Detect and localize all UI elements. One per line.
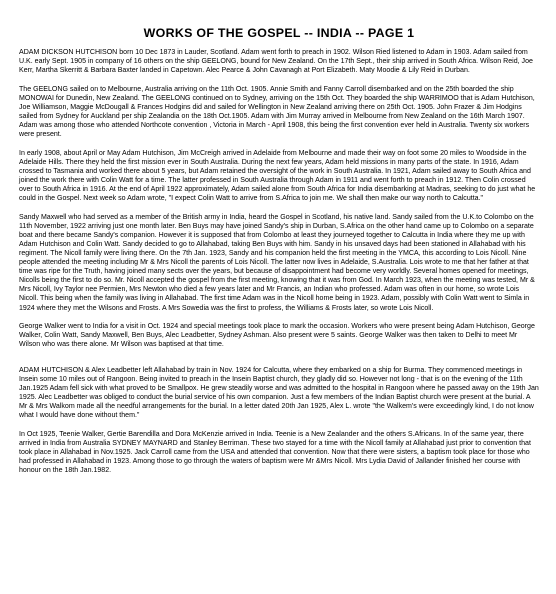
paragraph-george-walker: George Walker went to India for a visit in Oct. 1924 and special meetings took place to mark the occasion. Workers who were present being Adam Hutchison, George Walker, Colin Watt, Sandy Maxwell, Ben Buys, Alec Leadbetter, Sydney Ashman. Also present were 5 saints. George Walker was then taken to Delhi to meet Mr Wilson who was there alone. Mr Wilson was baptised at that time.	[19, 323, 535, 349]
paragraph-geelong-voyage: The GEELONG sailed on to Melbourne, Australia arriving on the 11th Oct. 1905. Annie Smith and Fanny Carroll disembarked and on the 25th boarded the ship MONOWAI for Dunedin, New Zealand. The GEELONG continued on to Sydney, arriving on the 15th Oct. They boarded the ship WARRIMOO that is Adam Hutchison, Joe Williamson, Maggie McDougall & Frances Hodgins did and sailed for Wellington in New Zealand arriving there on 25th Oct. 1905. John Frazer & Jim Hodgins sailed from Sydney for Auckland per ship Zealandia on the 18th Oct.1905. Adam with Jim Murray arrived in Melbourne from New Zealand on the 16th March 1907. Adam was among those who attended Northcote convention , Victoria in March - April 1908, this being the first convention ever held in Australia. Twenty six workers were present.	[19, 85, 535, 139]
paragraph-hutchison-birth: ADAM DICKSON HUTCHISON born 10 Dec 1873 in Lauder, Scotland. Adam went forth to preach in 1902. Wilson Ried listened to Adam in 1903. Adam sailed from U.K. early Sept. 1905 in company of 16 others on the ship GEELONG, bound for New Zealand. On the 17th Sept., their ship arrived in South Africa. Wilson Reid, Joe Kerr, Martha Skerritt & Barbara Baxter landed in Capetown. Alec Pearce & John Cavanagh at Port Elizabeth. Maty Moodie & Lily Reid in Durban.	[19, 49, 533, 75]
paragraph-south-australia: In early 1908, about April or May Adam Hutchison, Jim McCreigh arrived in Adelaide from Melbourne and made their way on foot some 20 miles to Woodside in the Adelaide Hills. There they held the first mission ever in South Australia. During the next few years, Adam held missions in many parts of the state. In 1916, Adam crossed to Tasmania and worked there about 5 years, but Adam retained the oversight of the work in South Australia. In 1921, Adam sailed away to South Africa and joined the work there with Colin Watt for a time. The latter professed in South Australia through Adam in 1911 and went forth to preach in 1912. Then Colin crossed over to South Africa in 1916. At the end of April 1922 approximately, Adam sailed alone from South Africa for India disembarking at Madras, seeking to do just what he could in the Gospel. Next week so Adam wrote, "I expect Colin Watt to arrive from S.Africa to join me. We shall then make our way north to Calcutta."	[19, 149, 536, 203]
paragraph-burma: ADAM HUTCHISON & Alex Leadbetter left Allahabad by train in Nov. 1924 for Calcutta, where they embarked on a ship for Burma. They commenced meetings in Insein some 10 miles out of Rangoon. Being invited to preach in the Insein Baptist church, they gladly did so. However not long - that is on the evening of the 11th Jan.1925 Adam fell sick with what proved to be Smallpox. He grew steadily worse and was admitted to the hospital in Rangoon where he passed away on the 19th Jan 1925. Alec Leadbetter was obliged to conduct the burial service of his own companion. Just a few members of the Indian Baptist church were present at the burial. A Mr & Mrs Walkom made all the needful arrangements for the burial. In a letter dated 20th Jan 1925, Alex L. wrote "the Walkem's were exceedingly kind, I do not know what I would have done without them."	[19, 366, 539, 420]
page-title: WORKS OF THE GOSPEL -- INDIA -- PAGE 1	[143, 26, 415, 40]
paragraph-sisters-arrival: In Oct 1925, Teenie Walker, Gertie Barendilla and Dora McKenzie arrived in India. Teenie is a New Zealander and the others S.Africans. In of the same year, there arrived in India from Australia SYDNEY MAYNARD and Stanley Berriman. These two stayed for a time with the Nicoll family at Allahabad just prior to convention that took place in Allahabad in Nov.1925. Jack Carroll came from the USA and attended that convention. Now that there were sisters, a baptism took place for those who had professed in Allahabad in 1923. Among those to go through the waters of baptism were Mr &Mrs Nicoll. Mrs Lydia David of Jallander finished her course with honour on the 18th Jan.1982.	[19, 430, 531, 475]
paragraph-sandy-maxwell: Sandy Maxwell who had served as a member of the British army in India, heard the Gospel in Scotland, his native land. Sandy sailed from the U.K.to Colombo on the 11th November, 1922 arriving just one month later. Ben Buys may have joined Sandy's ship in Durban, S.Africa on the other hand came up to Colombo on a separate boat and there became Sandy's companion. However it is supposed that from Colombo at least they journeyed together to Calcutta in India where they me up with Adam Hutchison and Colin Watt. Sandy decided to go to Allahabad, taking Ben Buys with him. Sandy in his unsaved days had been stationed in Allahabad with his regiment. The Nicoll family were living there. On the 7th Jan. 1923, Sandy and his companion held the first meeting in the YMCA, this according to Lois Nicoll. Nine people attended the meeting including Mr & Mrs Nicoll the parents of Lois Nicoll. The latter now lives in Adelaide, S.Australia. Lois wrote to me that her father at that time was ripe for the Truth, having joined many sects over the years, but because of disappointment had become very worldly. Several homes opened for meetings, Nicolls being the first to do so. Mr. Nicoll accepted the gospel from the first meeting, knowing that it was from God. In March 1923, when the meeting was tested, Mr & Mrs Nicoll, Ivy Taylor nee Permien, Mrs Newton who died a few years later and Mr Francis, an Indian who professed. Adam was often in our home, so wrote Lois Nicoll. This being when the family was living in Allahabad. The first time Adam was in the Nicoll home being in 1923. Adam, possibly with Colin Watt went to Simla in 1924 where they met the Wilsons and Frosts. A Mrs Sowedia was the first to profess, the Williams & Frosts later, so wrote Lois Nicoll.	[19, 213, 535, 312]
